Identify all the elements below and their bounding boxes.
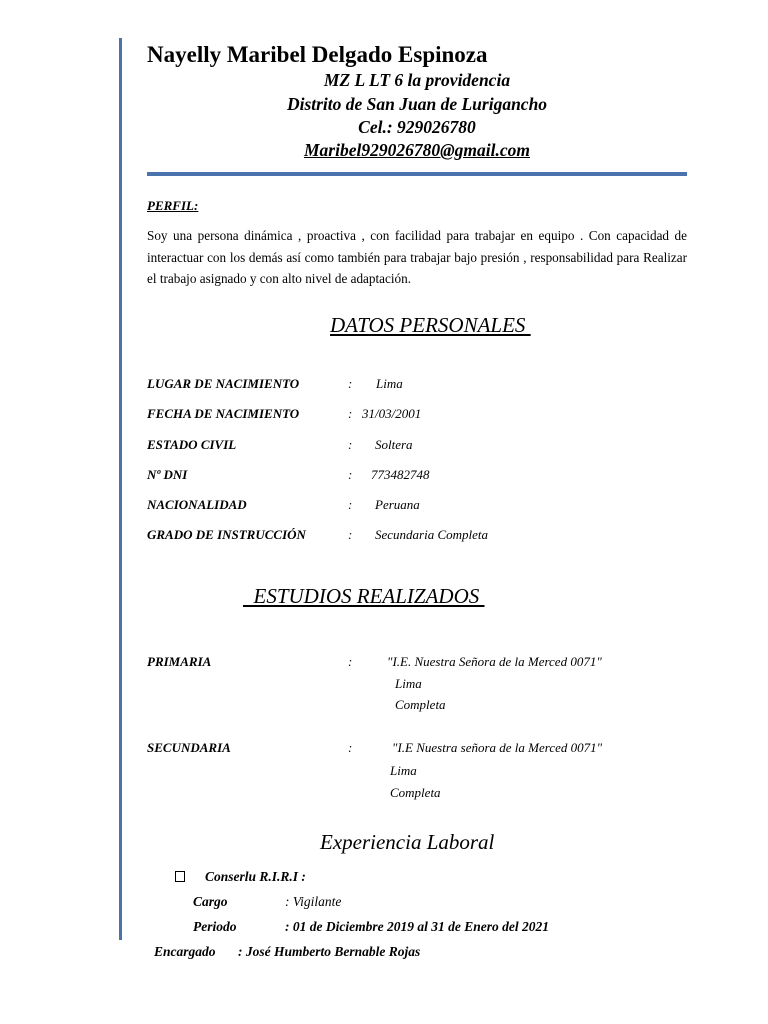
bullet-icon (175, 871, 185, 882)
field-label: GRADO DE INSTRUCCIÓN (147, 527, 306, 542)
field-label: ESTADO CIVIL (147, 437, 237, 452)
district-line: Distrito de San Juan de Lurigancho (286, 94, 548, 114)
email-link[interactable]: Maribel929026780@gmail.com (303, 140, 530, 160)
field-separator: : (348, 406, 353, 421)
experience-period-label: Periodo (193, 919, 237, 934)
field-value: 31/03/2001 (362, 406, 422, 421)
field-label: FECHA DE NACIMIENTO (147, 406, 300, 421)
personal-data-title: DATOS PERSONALES (330, 313, 531, 337)
study-level: SECUNDARIA (147, 740, 231, 755)
field-value: Secundaria Completa (375, 527, 489, 542)
experience-manager-value: : José Humberto Bernable Rojas (238, 944, 421, 959)
experience-period-value: : 01 de Diciembre 2019 al 31 de Enero del 2021 (285, 919, 549, 934)
field-label: NACIONALIDAD (147, 497, 247, 512)
field-label: LUGAR DE NACIMIENTO (147, 376, 300, 391)
field-value: Lima (376, 376, 403, 391)
study-separator: : (348, 740, 353, 755)
field-separator: : (348, 467, 353, 482)
study-school: "I.E. Nuestra Señora de la Merced 0071" (387, 654, 602, 669)
study-status: Completa (390, 785, 441, 800)
study-status: Completa (395, 697, 446, 712)
study-level: PRIMARIA (147, 654, 212, 669)
left-accent-rule (119, 38, 122, 940)
address-line: MZ L LT 6 la providencia (323, 70, 511, 90)
field-separator: : (348, 497, 353, 512)
experience-title: Experiencia Laboral (320, 830, 495, 854)
study-city: Lima (395, 676, 422, 691)
studies-title: ESTUDIOS REALIZADOS (243, 584, 485, 608)
field-separator: : (348, 376, 353, 391)
field-separator: : (348, 437, 353, 452)
experience-cargo-value: : Vigilante (285, 894, 342, 909)
field-value: 773482748 (371, 467, 430, 482)
study-school: "I.E Nuestra señora de la Merced 0071" (392, 740, 603, 755)
phone-line: Cel.: 929026780 (358, 117, 476, 137)
field-separator: : (348, 527, 353, 542)
experience-company: Conserlu R.I.R.I : (205, 869, 306, 884)
field-label: Nº DNI (147, 467, 188, 482)
experience-cargo-label: Cargo (193, 894, 228, 909)
study-city: Lima (390, 763, 417, 778)
field-value: Peruana (375, 497, 420, 512)
profile-label: PERFIL: (147, 198, 199, 213)
header-divider (147, 172, 687, 176)
field-value: Soltera (375, 437, 413, 452)
profile-text: Soy una persona dinámica , proactiva , con facilidad para trabajar en equipo . Con capacidad de interactuar con los demás así como también para trabajar bajo presión , responsabilidad para Realizar el trabajo asignado y con alto nivel de adaptación. (147, 228, 687, 286)
study-separator: : (348, 654, 353, 669)
experience-manager-label: Encargado (154, 944, 216, 959)
candidate-name: Nayelly Maribel Delgado Espinoza (147, 42, 488, 67)
